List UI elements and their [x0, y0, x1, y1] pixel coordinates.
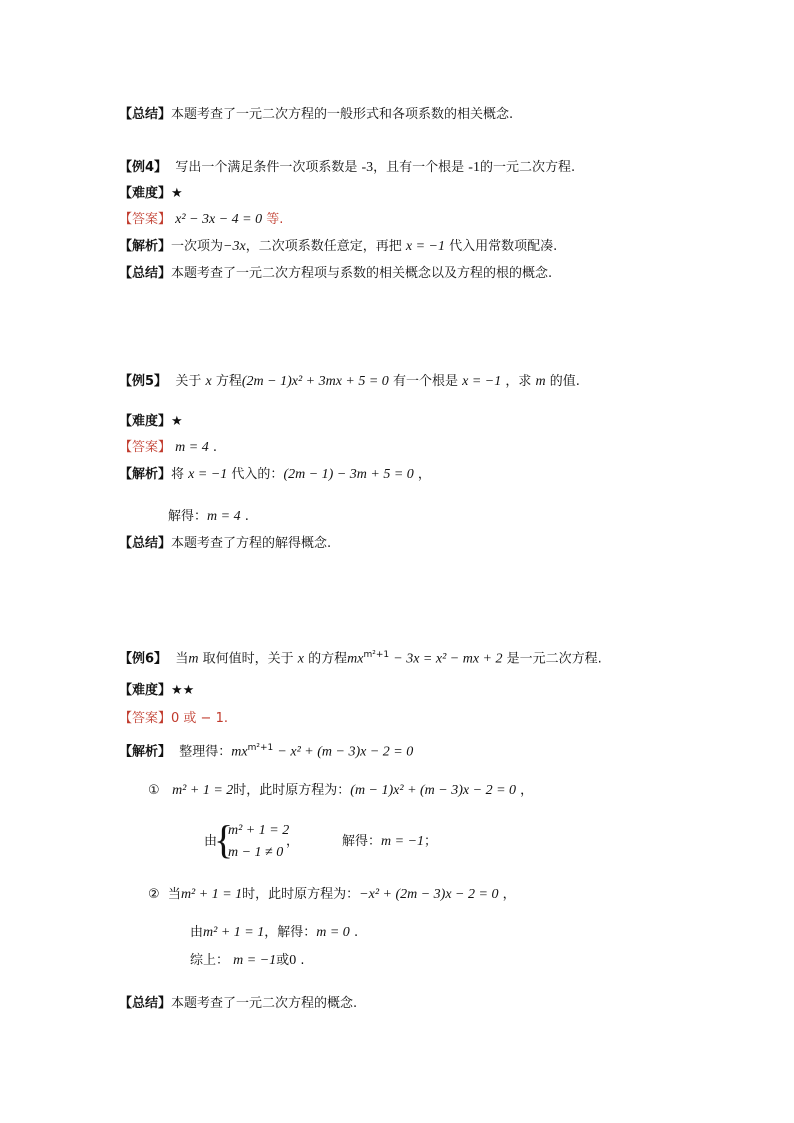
- conclusion-math: 0: [289, 953, 297, 968]
- case-2-line: [148, 886, 516, 904]
- example-tag: 【例6】: [119, 651, 168, 667]
- example-5-question: [119, 373, 580, 391]
- answer-math: x² − 3x − 4 = 0: [175, 212, 263, 227]
- question-math: x = −1: [462, 374, 502, 389]
- difficulty-tag: 【难度】: [119, 186, 172, 201]
- analysis-tag: 【解析】: [119, 239, 172, 254]
- question-text: 的一元二次方程.: [479, 160, 576, 175]
- summary-text: 本题考查了一元二次方程的概念.: [171, 996, 358, 1011]
- case-1-solve: [342, 833, 437, 851]
- analysis-math: mx: [231, 744, 248, 760]
- analysis-text: 整理得：: [179, 744, 232, 760]
- conclusion-text: .: [300, 953, 305, 968]
- analysis-math: −3x: [223, 239, 246, 254]
- case-text: 时，此时原方程为：: [233, 783, 351, 798]
- solve-suffix: .: [244, 509, 249, 524]
- case-text: 由: [190, 925, 204, 940]
- question-text: 方程: [215, 374, 242, 389]
- system-equation-1: m² + 1 = 2: [228, 823, 290, 838]
- example-6-answer: [119, 710, 228, 728]
- summary-tag: 【总结】: [119, 107, 172, 122]
- analysis-text: 将: [171, 467, 185, 482]
- math-exponent: m²+1: [247, 743, 274, 753]
- answer-text: 0 或 − 1.: [171, 711, 228, 726]
- case-1-you: 由: [204, 834, 218, 849]
- math-var: m: [188, 651, 199, 667]
- example-6-analysis: [119, 739, 413, 761]
- solve-suffix: ；: [424, 834, 438, 849]
- question-text: 有一个根是: [392, 374, 458, 389]
- example-tag: 【例5】: [119, 374, 168, 389]
- analysis-text: 一次项为: [171, 239, 224, 254]
- case-text: 当: [167, 887, 181, 902]
- example-4-answer: [119, 211, 283, 229]
- math-var: m: [535, 374, 546, 389]
- question-text: 的值.: [549, 374, 580, 389]
- math-var: x: [205, 374, 212, 389]
- math-exponent: m²+1: [363, 650, 390, 660]
- difficulty-stars: ★: [171, 414, 183, 429]
- example-6-difficulty: [119, 682, 194, 700]
- analysis-text: ，二次项系数任意定，再把: [245, 239, 402, 254]
- solve-label: 解得：: [168, 509, 208, 524]
- example-4-difficulty: [119, 185, 183, 203]
- analysis-text: ，: [417, 467, 431, 482]
- example-5-solve: [168, 508, 249, 526]
- case-number: ②: [148, 887, 160, 902]
- solve-label: 解得：: [342, 834, 382, 849]
- example-5-summary: [119, 535, 331, 553]
- case-math: m² + 1 = 2: [172, 783, 234, 798]
- conclusion-math: m = −1: [233, 953, 277, 968]
- example-4-analysis: [119, 238, 557, 256]
- case-text: ，: [520, 783, 534, 798]
- question-text: ，求: [505, 374, 532, 389]
- case-text: ，解得：: [264, 925, 317, 940]
- brace-icon: {: [214, 817, 234, 862]
- analysis-math: x = −1: [188, 467, 228, 482]
- case-1-comma: ，: [286, 834, 300, 849]
- conclusion: [190, 952, 304, 970]
- case-number: ①: [148, 783, 160, 798]
- solve-math: m = 4: [207, 509, 241, 524]
- analysis-tag: 【解析】: [119, 467, 172, 482]
- question-text: 是一元二次方程.: [506, 651, 602, 667]
- math-number: -3: [361, 160, 374, 175]
- question-text: 的方程: [308, 651, 348, 667]
- solve-math: m = −1: [381, 834, 425, 849]
- answer-math: m = 4: [175, 440, 209, 455]
- analysis-math: x = −1: [405, 239, 445, 254]
- case-math: −x² + (2m − 3)x − 2 = 0: [359, 887, 499, 902]
- example-5-analysis: [119, 466, 431, 484]
- analysis-text: 代入的：: [231, 467, 284, 482]
- answer-suffix: .: [212, 440, 217, 455]
- question-text: ，且有一个根是: [373, 160, 465, 175]
- case-1-line: [148, 782, 533, 800]
- answer-tag: 【答案】: [119, 212, 172, 227]
- case-math: m² + 1 = 1: [203, 925, 265, 940]
- case-text: .: [353, 925, 359, 940]
- answer-suffix: 等.: [266, 212, 284, 227]
- summary-text: 本题考查了方程的解得概念.: [171, 536, 332, 551]
- question-text: 写出一个满足条件一次项系数是: [175, 160, 358, 175]
- question-text: 取何值时，关于: [202, 651, 294, 667]
- case-text: 时，此时原方程为：: [242, 887, 360, 902]
- math-var: x: [297, 651, 304, 667]
- example-5-difficulty: [119, 413, 183, 431]
- question-text: 关于: [175, 374, 202, 389]
- analysis-tag: 【解析】: [119, 744, 172, 760]
- summary-text: 本题考查了一元二次方程项与系数的相关概念以及方程的根的概念.: [171, 266, 553, 281]
- difficulty-tag: 【难度】: [119, 683, 172, 698]
- conclusion-text: 综上：: [190, 953, 230, 968]
- answer-tag: 【答案】: [119, 711, 172, 726]
- math-number: -1: [468, 160, 480, 175]
- case-math: m² + 1 = 1: [180, 887, 243, 902]
- analysis-math: (2m − 1) − 3m + 5 = 0: [283, 467, 414, 482]
- summary-tag: 【总结】: [119, 536, 172, 551]
- analysis-text: 代入用常数项配凑.: [449, 239, 558, 254]
- case-2-derive: [190, 924, 358, 942]
- conclusion-text: 或: [276, 953, 290, 968]
- difficulty-stars: ★: [171, 186, 183, 201]
- case-math: (m − 1)x² + (m − 3)x − 2 = 0: [350, 783, 517, 798]
- question-math: − 3x = x² − mx + 2: [393, 651, 503, 667]
- summary-tag: 【总结】: [119, 996, 172, 1011]
- summary-tag: 【总结】: [119, 266, 172, 281]
- example-tag: 【例4】: [119, 160, 168, 175]
- example-4-summary: [119, 265, 552, 283]
- answer-tag: 【答案】: [119, 440, 172, 455]
- example-4-question: [119, 159, 575, 177]
- system-equation-2: m − 1 ≠ 0: [228, 845, 284, 860]
- case-math: m = 0: [316, 925, 350, 940]
- question-math: mx: [347, 651, 364, 667]
- example-6-summary: [119, 995, 357, 1013]
- difficulty-tag: 【难度】: [119, 414, 172, 429]
- analysis-math: − x² + (m − 3)x − 2 = 0: [277, 744, 414, 760]
- example-5-answer: [119, 439, 217, 457]
- summary-text: 本题考查了一元二次方程的一般形式和各项系数的相关概念.: [171, 107, 514, 122]
- question-text: 当: [175, 651, 189, 667]
- difficulty-stars: ★★: [171, 683, 195, 698]
- case-text: ，: [502, 887, 516, 902]
- question-math: (2m − 1)x² + 3mx + 5 = 0: [241, 374, 389, 389]
- summary-1: [119, 106, 513, 124]
- example-6-question: [119, 646, 602, 668]
